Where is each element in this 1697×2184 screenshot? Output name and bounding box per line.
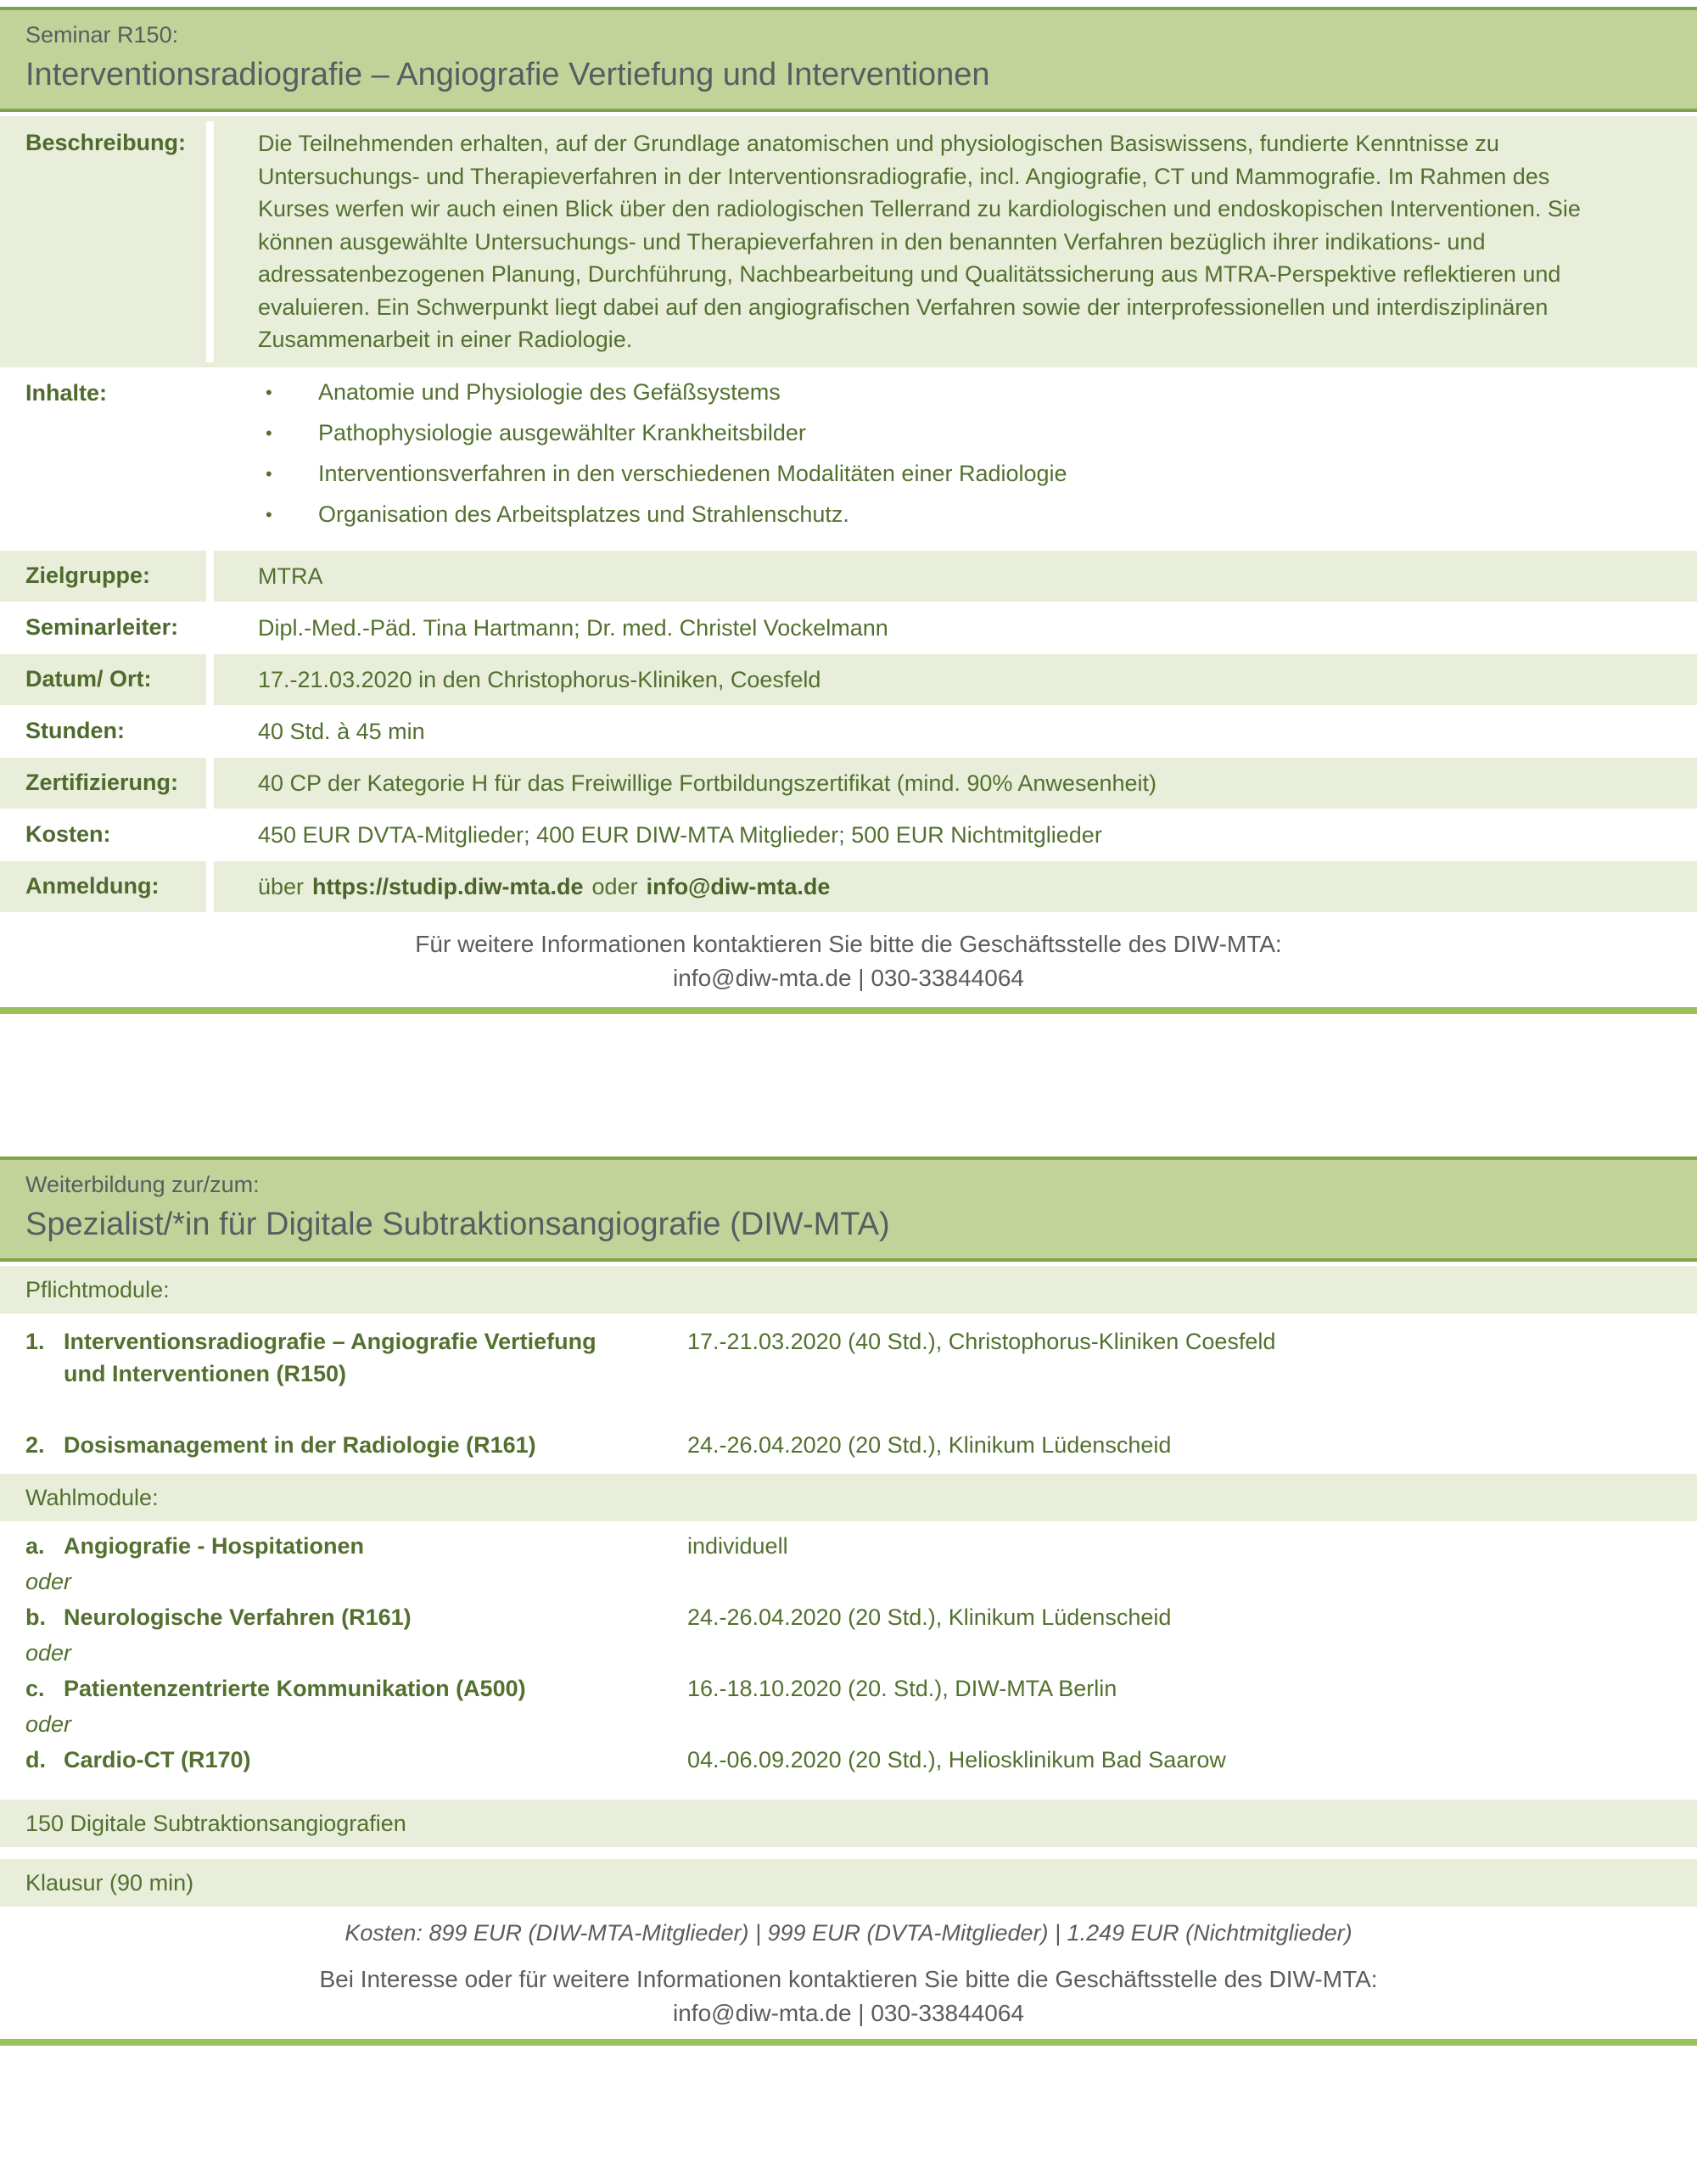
module-letter: b. [25,1604,46,1630]
inhalte-list-cell [214,372,1697,546]
program-contact-line1: Bei Interesse oder für weitere Informationen kontaktieren Sie bitte die Geschäftsstelle des DIW-MTA: [319,1965,1378,1992]
section-divider-rule [0,1007,1697,1014]
program-costs-line: Kosten: 899 EUR (DIW-MTA-Mitglieder) | 999 EUR (DVTA-Mitglieder) | 1.249 EUR (Nichtmitglieder) [344,1919,1353,1946]
kosten-value: 450 EUR DVTA-Mitglieder; 400 EUR DIW-MTA Mitglieder; 500 EUR Nichtmitglieder [258,821,1102,848]
module-item-b [25,1601,1697,1633]
module-name: Patientenzentrierte Kommunikation (A500) [64,1675,526,1701]
program-header-band [0,1156,1697,1262]
module-item-a [25,1530,1697,1562]
row-stunden [0,709,1697,753]
bullet-item [266,459,1646,489]
seminar-contact-note [0,927,1697,995]
inhalte-bullet-list [266,378,1646,529]
row-beschreibung [0,116,1697,367]
bottom-divider-rule [0,2039,1697,2046]
module-date: 16.-18.10.2020 (20. Std.), DIW-MTA Berlin [687,1675,1117,1701]
module-name: Angiografie - Hospitationen [64,1532,364,1559]
module-name: Cardio-CT (R170) [64,1746,251,1772]
program-contact-line2: info@diw-mta.de | 030-33844064 [673,1999,1024,2026]
anmeldung-label: Anmeldung: [0,861,214,912]
module-item-2 [25,1429,1697,1461]
zertifizierung-label: Zertifizierung: [0,758,214,809]
module-date: individuell [687,1532,788,1559]
klausur-bar: Klausur (90 min) [0,1859,1697,1907]
datum-ort-label: Datum/ Ort: [0,654,214,705]
module-date: 17.-21.03.2020 (40 Std.), Christophorus-Kliniken Coesfeld [687,1328,1276,1354]
kosten-label: Kosten: [0,813,214,857]
seminar-contact-line1: Für weitere Informationen kontaktieren Sie bitte die Geschäftsstelle des DIW-MTA: [415,930,1282,957]
module-letter: d. [25,1746,46,1772]
oder-separator: oder [25,1711,72,1737]
module-name: Interventionsradiografie – Angiografie Vertiefung und Interventionen (R150) [64,1328,596,1386]
wahlmodule-heading-bar: Wahlmodule: [0,1474,1697,1521]
module-name: Neurologische Verfahren (R161) [64,1604,412,1630]
bullet-item-text: Pathophysiologie ausgewählter Krankheitsbilder [318,419,806,445]
wahlmodule-list [0,1521,1697,1788]
stunden-value: 40 Std. à 45 min [258,718,425,744]
seminar-kicker: Seminar R150: [25,22,179,48]
bullet-item [266,500,1646,529]
oder-separator: oder [25,1639,72,1666]
module-name: Dosismanagement in der Radiologie (R161) [64,1431,536,1458]
seminar-title: Interventionsradiografie – Angiografie Vertiefung und Interventionen [25,57,990,92]
anmeldung-portal-link[interactable]: https://studip.diw-mta.de [312,873,584,899]
pflichtmodule-heading-bar: Pflichtmodule: [0,1266,1697,1313]
seminar-contact-line2: info@diw-mta.de | 030-33844064 [673,964,1024,991]
bullet-item-text: Organisation des Arbeitsplatzes und Strahlenschutz. [318,501,849,527]
dsa-requirement-bar: 150 Digitale Subtraktionsangiografien [0,1800,1697,1847]
datum-ort-value: 17.-21.03.2020 in den Christophorus-Kliniken, Coesfeld [258,666,821,692]
row-zielgruppe [0,551,1697,602]
zielgruppe-label: Zielgruppe: [0,551,214,602]
anmeldung-email-link[interactable]: info@diw-mta.de [646,873,831,899]
stunden-label: Stunden: [0,709,214,753]
anmeldung-value [214,861,1697,912]
anmeldung-connector: oder [591,873,638,899]
module-date: 24.-26.04.2020 (20 Std.), Klinikum Lüdenscheid [687,1604,1172,1630]
row-datum-ort [0,654,1697,705]
seminarleiter-label: Seminarleiter: [0,606,214,650]
zertifizierung-value: 40 CP der Kategorie H für das Freiwillige Fortbildungszertifikat (mind. 90% Anwesenheit) [258,770,1157,796]
module-letter: c. [25,1675,45,1701]
bullet-item-text: Anatomie und Physiologie des Gefäßsystems [318,378,781,405]
program-title: Spezialist/*in für Digitale Subtraktionsangiografie (DIW-MTA) [25,1206,890,1242]
row-seminarleiter [0,606,1697,650]
bullet-marker-icon: • [266,503,272,525]
bullet-marker-icon: • [266,462,272,484]
module-item-d [25,1744,1697,1776]
module-item-1 [25,1325,1697,1390]
module-number: 1. [25,1328,45,1354]
pflichtmodule-list [0,1313,1697,1470]
bullet-marker-icon: • [266,422,272,444]
program-contact-note [0,1963,1697,2030]
blank-spacer [0,1014,1697,1156]
bullet-item [266,418,1646,448]
module-number: 2. [25,1431,45,1458]
seminarleiter-value: Dipl.-Med.-Päd. Tina Hartmann; Dr. med. Christel Vockelmann [258,614,888,641]
row-zertifizierung [0,758,1697,809]
module-date: 04.-06.09.2020 (20 Std.), Heliosklinikum Bad Saarow [687,1746,1226,1772]
beschreibung-text: Die Teilnehmenden erhalten, auf der Grundlage anatomischen und physiologischen Basiswissens, fundierte Kenntnisse zu Untersuchungs- und Therapieverfahren in der Interventionsradiografie, incl. Angiografie, CT und Mammografie. Im Rahmen des Kurses werfen wir auch einen Blick über den radiologischen Tellerrand zu kardiologischen und endoskopischen Interventionen. Sie können ausgewählte Untersuchungs- und Therapieverfahren in den benannten Verfahren bezüglich ihrer indikations- und adressatenbezogenen Planung, Durchführung, Nachbearbeitung und Qualitätssicherung aus MTRA-Perspektive reflektieren und evaluieren. Ein Schwerpunkt liegt dabei auf den angiografischen Verfahren sowie der interprofessionellen und interdisziplinären Zusammenarbeit in einer Radiologie. [258,131,1581,352]
oder-separator: oder [25,1568,72,1594]
row-anmeldung [0,861,1697,912]
anmeldung-prefix: über [258,873,305,899]
module-item-c [25,1672,1697,1705]
zielgruppe-value: MTRA [258,563,323,589]
module-letter: a. [25,1532,45,1559]
bullet-item [266,378,1646,407]
module-date: 24.-26.04.2020 (20 Std.), Klinikum Lüdenscheid [687,1431,1172,1458]
row-inhalte [0,372,1697,546]
program-kicker: Weiterbildung zur/zum: [25,1171,260,1197]
row-kosten [0,813,1697,857]
inhalte-label: Inhalte: [0,372,214,546]
bullet-marker-icon: • [266,381,272,403]
seminar-header-band [0,7,1697,112]
beschreibung-label: Beschreibung: [0,121,214,362]
bullet-item-text: Interventionsverfahren in den verschiedenen Modalitäten einer Radiologie [318,460,1067,486]
